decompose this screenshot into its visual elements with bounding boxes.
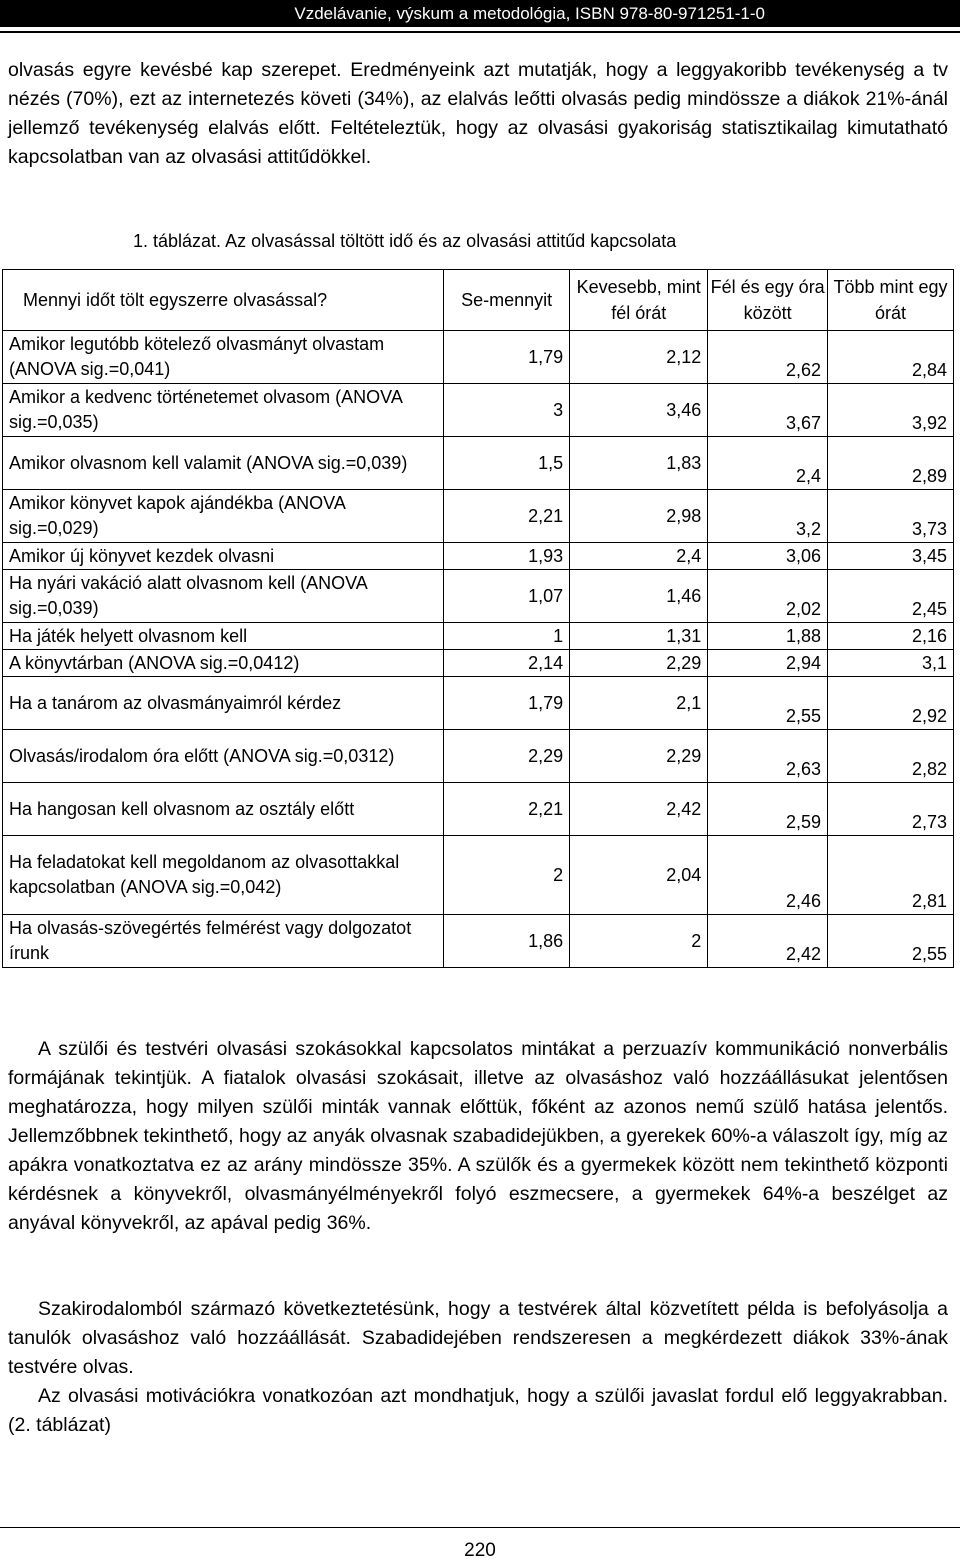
cell-value: 2,04 — [570, 836, 708, 915]
row-label: Ha hangosan kell olvasnom az osztály előtt — [3, 783, 444, 836]
cell-value: 2,46 — [708, 836, 828, 915]
cell-value: 2,02 — [708, 570, 828, 623]
cell-value: 2,29 — [570, 730, 708, 783]
cell-value: 3 — [444, 384, 570, 437]
page-number: 220 — [464, 1540, 496, 1561]
row-label: Ha játék helyett olvasnom kell — [3, 623, 444, 650]
cell-value: 2,98 — [570, 490, 708, 543]
cell-value: 2,55 — [708, 677, 828, 730]
cell-value: 2,84 — [828, 331, 954, 384]
cell-value: 2,1 — [570, 677, 708, 730]
cell-value: 2,94 — [708, 650, 828, 677]
cell-value: 2,42 — [570, 783, 708, 836]
cell-value: 1,31 — [570, 623, 708, 650]
table-row — [3, 384, 954, 437]
intro-paragraph: olvasás egyre kevésbé kap szerepet. Eredményeink azt mutatják, hogy a leggyakoribb tevékenység a tv nézés (70%), ezt az internetezés követi (34%), az elalvás leőtti olvasás pedig mindössze a diákok 21%-ánál jellemző tevékenység elalvás előtt. Feltételeztük, hogy az olvasási gyakoriság statisztikailag kimutatható kapcsolatban van az olvasási attitűdökkel. — [8, 59, 948, 168]
cell-value: 3,45 — [828, 543, 954, 570]
column-header: Fél és egy óra között — [708, 270, 828, 331]
cell-value: 2,55 — [828, 915, 954, 968]
cell-value: 2,29 — [570, 650, 708, 677]
row-label: Ha nyári vakáció alatt olvasnom kell (ANOVA sig.=0,039) — [3, 570, 444, 623]
cell-value: 1,83 — [570, 437, 708, 490]
row-label: Amikor olvasnom kell valamit (ANOVA sig.=0,039) — [3, 437, 444, 490]
table-row — [3, 623, 954, 650]
row-label: Amikor a kedvenc történetemet olvasom (ANOVA sig.=0,035) — [3, 384, 444, 437]
column-header: Se-mennyit — [444, 270, 570, 331]
row-label: Amikor legutóbb kötelező olvasmányt olvastam (ANOVA sig.=0,041) — [3, 331, 444, 384]
footer-divider — [0, 1527, 960, 1528]
cell-value: 1,79 — [444, 677, 570, 730]
table-row — [3, 677, 954, 730]
cell-value: 2,42 — [708, 915, 828, 968]
cell-value: 2,82 — [828, 730, 954, 783]
cell-value: 2,12 — [570, 331, 708, 384]
cell-value: 2,92 — [828, 677, 954, 730]
cell-value: 2,59 — [708, 783, 828, 836]
table-row — [3, 437, 954, 490]
cell-value: 2,21 — [444, 490, 570, 543]
table-row — [3, 543, 954, 570]
cell-value: 3,2 — [708, 490, 828, 543]
cell-value: 3,46 — [570, 384, 708, 437]
cell-value: 1,88 — [708, 623, 828, 650]
body-paragraph: A szülői és testvéri olvasási szokásokkal kapcsolatos mintákat a perzuazív kommunikáció nonverbális formájának tekintjük. A fiatalok olvasási szokásait, illetve az olvasáshoz való hozzáállásukat jelentősen meghatározza, hogy milyen szülői minták vannak előttük, főként az azonos nemű szülő hatása jelentős. Jellemzőbbnek tekinthető, hogy az anyák olvasnak szabadidejükben, a gyerekek 60%-a válaszolt így, míg az apákra vonatkoztatva ez az arány mindössze 35%. A szülők és a gyermekek között nem tekinthető központi kérdésnek a könyvekről, olvasmányélményekről folyó eszmecsere, a gyermekek 64%-a beszélget az anyával könyvekről, az apával pedig 36%. — [8, 1038, 948, 1234]
body-paragraph: Szakirodalomból származó következtetésünk, hogy a testvérek által közvetített példa is befolyásolja a tanulók olvasáshoz való hozzáállását. Szabadidejében rendszeresen a megkérdezett diákok 33%-ának testvére olvas. — [8, 1298, 948, 1378]
table-row — [3, 331, 954, 384]
cell-value: 1,79 — [444, 331, 570, 384]
cell-value: 1 — [444, 623, 570, 650]
table-row — [3, 650, 954, 677]
table-body — [3, 331, 954, 968]
table-row — [3, 783, 954, 836]
row-label: A könyvtárban (ANOVA sig.=0,0412) — [3, 650, 444, 677]
cell-value: 3,73 — [828, 490, 954, 543]
cell-value: 1,07 — [444, 570, 570, 623]
table-row — [3, 836, 954, 915]
cell-value: 2,16 — [828, 623, 954, 650]
cell-value: 2,62 — [708, 331, 828, 384]
row-label: Amikor új könyvet kezdek olvasni — [3, 543, 444, 570]
table-caption: 1. táblázat. Az olvasással töltött idő és az olvasási attitűd kapcsolata — [133, 231, 677, 251]
row-label: Ha olvasás-szövegértés felmérést vagy dolgozatot írunk — [3, 915, 444, 968]
data-table — [2, 269, 954, 968]
running-header: Vzdelávanie, výskum a metodológia, ISBN 978-80-971251-1-0 — [0, 0, 960, 27]
row-label: Olvasás/irodalom óra előtt (ANOVA sig.=0,0312) — [3, 730, 444, 783]
question-header: Mennyi időt tölt egyszerre olvasással? — [3, 270, 444, 331]
cell-value: 2,81 — [828, 836, 954, 915]
cell-value: 2,4 — [570, 543, 708, 570]
cell-value: 2,73 — [828, 783, 954, 836]
cell-value: 2,45 — [828, 570, 954, 623]
row-label: Amikor könyvet kapok ajándékba (ANOVA sig.=0,029) — [3, 490, 444, 543]
cell-value: 3,92 — [828, 384, 954, 437]
cell-value: 1,46 — [570, 570, 708, 623]
cell-value: 3,1 — [828, 650, 954, 677]
table-header-row — [3, 270, 954, 331]
column-header: Kevesebb, mint fél órát — [570, 270, 708, 331]
table-row — [3, 915, 954, 968]
table-row — [3, 490, 954, 543]
cell-value: 2 — [444, 836, 570, 915]
cell-value: 1,5 — [444, 437, 570, 490]
cell-value: 2,21 — [444, 783, 570, 836]
cell-value: 2 — [570, 915, 708, 968]
cell-value: 2,29 — [444, 730, 570, 783]
table-row — [3, 730, 954, 783]
cell-value: 3,06 — [708, 543, 828, 570]
cell-value: 2,63 — [708, 730, 828, 783]
cell-value: 2,4 — [708, 437, 828, 490]
cell-value: 1,93 — [444, 543, 570, 570]
cell-value: 2,14 — [444, 650, 570, 677]
column-header: Több mint egy órát — [828, 270, 954, 331]
body-paragraph: Az olvasási motivációkra vonatkozóan azt mondhatjuk, hogy a szülői javaslat fordul elő leggyakrabban. (2. táblázat) — [8, 1385, 948, 1436]
table-row — [3, 570, 954, 623]
cell-value: 1,86 — [444, 915, 570, 968]
row-label: Ha feladatokat kell megoldanom az olvasottakkal kapcsolatban (ANOVA sig.=0,042) — [3, 836, 444, 915]
cell-value: 2,89 — [828, 437, 954, 490]
cell-value: 3,67 — [708, 384, 828, 437]
header-divider — [0, 31, 960, 33]
row-label: Ha a tanárom az olvasmányaimról kérdez — [3, 677, 444, 730]
